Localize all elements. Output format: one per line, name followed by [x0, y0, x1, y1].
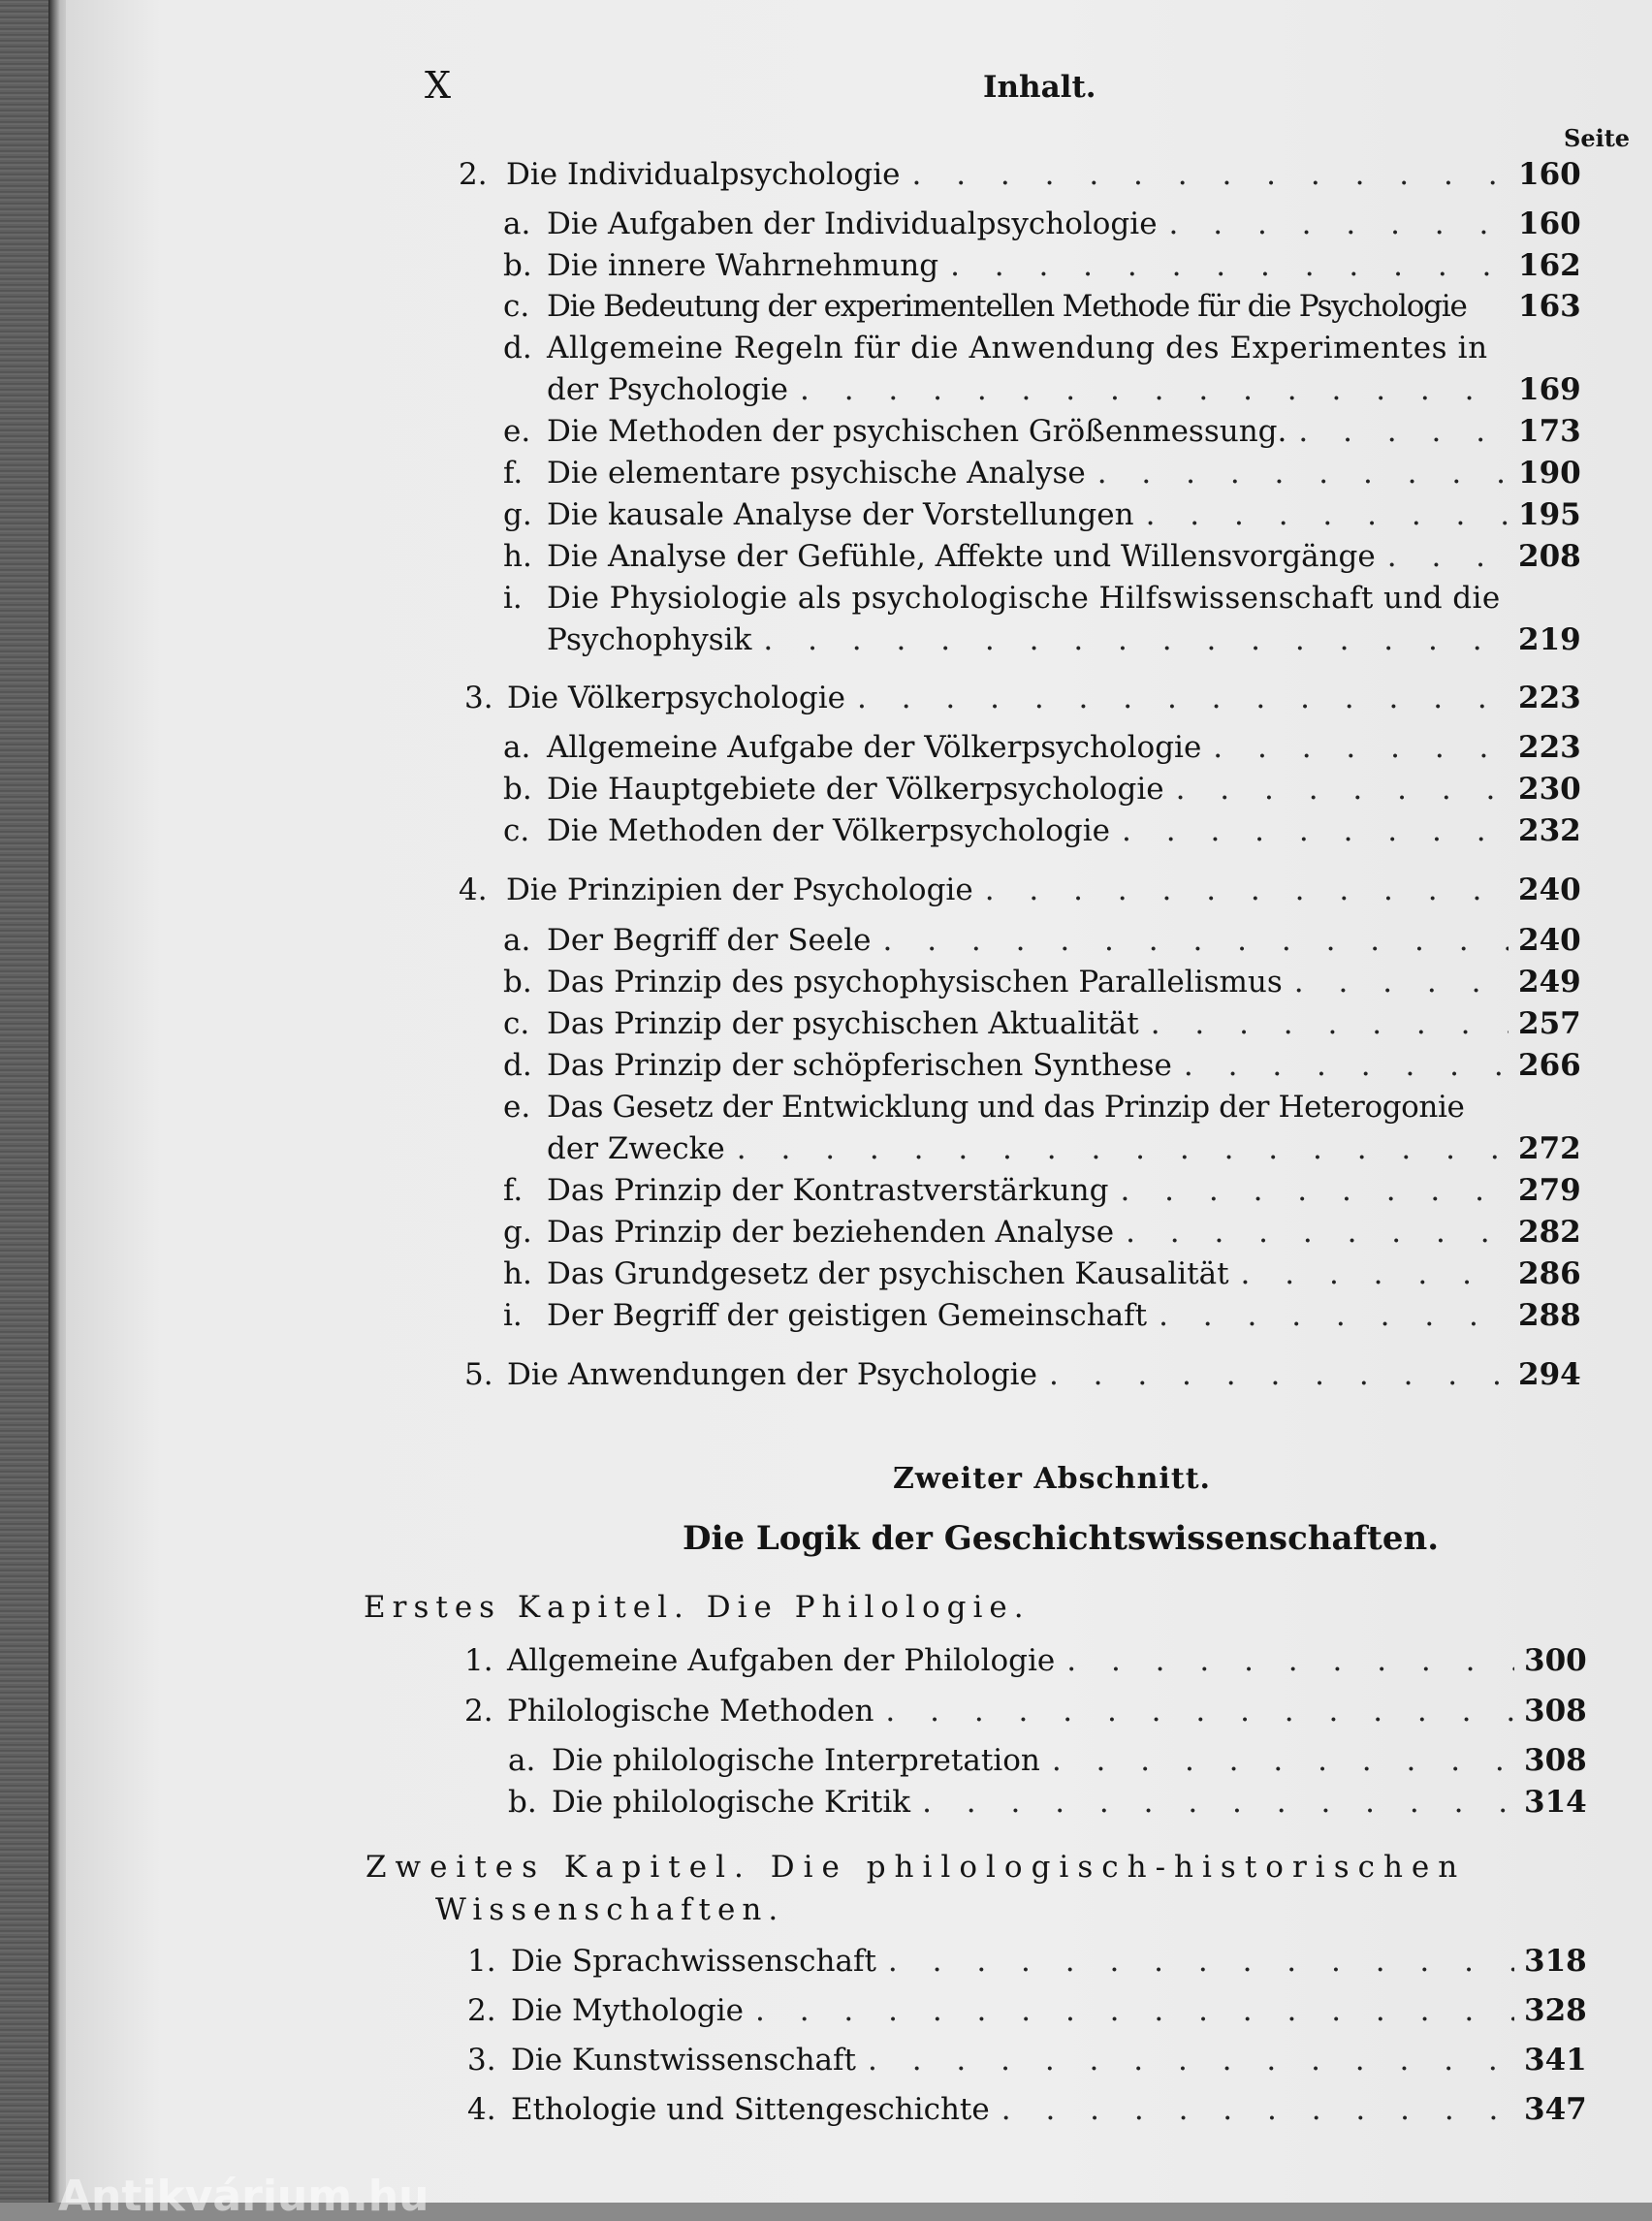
entry-title: Die kausale Analyse der Vorstellungen	[547, 497, 1134, 532]
entry-title: Die Aufgaben der Individualpsychologie	[547, 206, 1158, 241]
entry-title: Die Völkerpsychologie	[507, 681, 845, 715]
entry-page: 288	[1518, 1298, 1581, 1333]
entry-page: 257	[1518, 1006, 1581, 1041]
toc-entry	[503, 963, 1581, 1001]
entry-number: c.	[503, 1006, 530, 1041]
entry-page: 308	[1524, 1743, 1587, 1778]
leader-dots	[755, 1991, 1514, 2030]
entry-page: 163	[1518, 289, 1581, 324]
entry-title: Das Gesetz der Entwicklung und das Prinzip der Heterogonie	[547, 1090, 1465, 1125]
toc-entry	[503, 412, 1581, 451]
entry-number: d.	[503, 331, 532, 365]
entry-title: Die Physiologie als psychologische Hilfswissenschaft und die	[547, 581, 1501, 616]
entry-title: Allgemeine Regeln für die Anwendung des Experimentes in	[547, 331, 1488, 365]
entry-page: 232	[1518, 813, 1581, 848]
entry-page: 230	[1518, 772, 1581, 807]
toc-entry	[503, 329, 1554, 367]
entry-title: Die Anwendungen der Psychologie	[507, 1357, 1037, 1392]
section-heading: Zweiter Abschnitt.	[893, 1462, 1211, 1496]
leader-dots	[1146, 495, 1509, 534]
entry-number: 3.	[464, 681, 493, 715]
leader-dots	[1213, 728, 1509, 767]
entry-page: 195	[1518, 497, 1581, 532]
entry-number: a.	[503, 206, 531, 241]
entry-number: e.	[503, 1090, 531, 1125]
entry-number: 5.	[464, 1357, 493, 1392]
toc-entry-continuation	[547, 1129, 1581, 1168]
toc-entry	[503, 1254, 1581, 1293]
toc-entry	[503, 811, 1581, 850]
entry-page: 160	[1518, 206, 1581, 241]
entry-number: 4.	[459, 873, 488, 907]
leader-dots	[888, 1942, 1514, 1981]
toc-entry	[503, 1213, 1581, 1252]
chapter-heading: Zweites Kapitel. Die philologisch-historischen	[365, 1850, 1467, 1885]
leader-dots	[1184, 1046, 1509, 1085]
leader-dots	[1052, 1741, 1514, 1780]
toc-entry	[503, 454, 1581, 492]
entry-page: 223	[1518, 730, 1581, 765]
entry-title: Allgemeine Aufgaben der Philologie	[507, 1643, 1056, 1678]
entry-title-continuation: Psychophysik	[547, 622, 752, 657]
leader-dots	[985, 871, 1509, 909]
entry-page: 341	[1524, 2043, 1587, 2078]
leader-dots	[800, 370, 1509, 409]
chapter-heading: Erstes Kapitel. Die Philologie.	[364, 1590, 1031, 1625]
entry-number: 3.	[467, 2043, 496, 2078]
toc-entry	[503, 287, 1581, 326]
toc-entry	[503, 921, 1581, 960]
seite-column-label: Seite	[1564, 124, 1631, 152]
entry-page: 219	[1518, 622, 1581, 657]
entry-title: Die Prinzipien der Psychologie	[506, 873, 973, 907]
section-subtitle: Die Logik der Geschichtswissenschaften.	[683, 1519, 1440, 1558]
toc-entry	[503, 495, 1581, 534]
entry-page: 282	[1518, 1215, 1581, 1250]
entry-number: i.	[503, 1298, 523, 1333]
leader-dots	[1126, 1213, 1509, 1252]
entry-title: Das Prinzip der schöpferischen Synthese	[547, 1048, 1172, 1083]
leader-dots	[950, 246, 1509, 285]
entry-page: 162	[1518, 248, 1581, 283]
leader-dots	[1001, 2090, 1514, 2129]
entry-number: b.	[503, 772, 532, 807]
toc-entry	[508, 1741, 1587, 1780]
entry-number: 1.	[464, 1643, 493, 1678]
entry-title: Die Bedeutung der experimentellen Methode für die Psychologie	[547, 289, 1467, 324]
entry-title: Das Prinzip der Kontrastverstärkung	[547, 1173, 1109, 1208]
leader-dots	[1298, 412, 1509, 451]
entry-number: 2.	[464, 1694, 493, 1729]
entry-title: Allgemeine Aufgabe der Völkerpsychologie	[547, 730, 1202, 765]
entry-number: c.	[503, 813, 530, 848]
entry-page: 308	[1524, 1694, 1587, 1729]
entry-title: Der Begriff der geistigen Gemeinschaft	[547, 1298, 1148, 1333]
entry-number: a.	[503, 730, 531, 765]
entry-page: 318	[1524, 1944, 1587, 1979]
leader-dots	[737, 1129, 1509, 1168]
toc-entry	[464, 679, 1581, 717]
leader-dots	[1294, 963, 1509, 1001]
entry-page: 314	[1524, 1785, 1587, 1820]
entry-page: 173	[1518, 414, 1581, 449]
leader-dots	[1066, 1641, 1514, 1680]
toc-entry	[503, 579, 1554, 618]
toc-entry	[503, 770, 1581, 809]
entry-number: c.	[503, 289, 530, 324]
entry-title: Das Grundgesetz der psychischen Kausalität	[547, 1256, 1229, 1291]
toc-entry	[464, 1355, 1581, 1394]
toc-entry	[467, 2090, 1587, 2129]
toc-entry	[459, 155, 1581, 194]
entry-page: 169	[1518, 372, 1581, 407]
entry-number: f.	[503, 1173, 524, 1208]
entry-number: g.	[503, 497, 532, 532]
leader-dots	[912, 155, 1509, 194]
entry-number: b.	[503, 248, 532, 283]
entry-page: 266	[1518, 1048, 1581, 1083]
entry-number: 4.	[467, 2092, 496, 2127]
entry-page: 328	[1524, 1993, 1587, 2028]
toc-entry	[503, 537, 1581, 576]
entry-title: Die Hauptgebiete der Völkerpsychologie	[547, 772, 1164, 807]
entry-page: 300	[1524, 1643, 1587, 1678]
leader-dots	[1159, 1296, 1509, 1335]
entry-title: Die Kunstwissenschaft	[511, 2043, 856, 2078]
entry-title: Die innere Wahrnehmung	[547, 248, 939, 283]
entry-title: Die Mythologie	[511, 1993, 744, 2028]
entry-page: 190	[1518, 456, 1581, 491]
entry-page: 223	[1518, 681, 1581, 715]
toc-entry	[503, 728, 1581, 767]
entry-title: Die philologische Kritik	[552, 1785, 911, 1820]
toc-entry	[503, 1296, 1581, 1335]
toc-entry	[503, 1088, 1554, 1126]
entry-number: g.	[503, 1215, 532, 1250]
leader-dots	[1151, 1004, 1509, 1043]
entry-page: 249	[1518, 965, 1581, 999]
entry-number: 2.	[467, 1993, 496, 2028]
entry-number: f.	[503, 456, 524, 491]
entry-title: Die Methoden der psychischen Größenmessung.	[547, 414, 1287, 449]
toc-entry	[467, 1991, 1587, 2030]
entry-title: Der Begriff der Seele	[547, 923, 872, 958]
entry-page: 279	[1518, 1173, 1581, 1208]
entry-number: d.	[503, 1048, 532, 1083]
entry-number: a.	[503, 923, 531, 958]
entry-number: h.	[503, 539, 532, 574]
entry-number: h.	[503, 1256, 532, 1291]
entry-page: 347	[1524, 2092, 1587, 2127]
entry-title: Die Individualpsychologie	[506, 157, 901, 192]
toc-entry	[503, 1171, 1581, 1210]
entry-title: Philologische Methoden	[507, 1694, 874, 1729]
entry-number: 1.	[467, 1944, 496, 1979]
running-head: Inhalt.	[983, 70, 1096, 105]
entry-title: Das Prinzip der beziehenden Analyse	[547, 1215, 1115, 1250]
leader-dots	[763, 620, 1509, 659]
page-folio: X	[425, 64, 453, 107]
entry-title: Die philologische Interpretation	[552, 1743, 1040, 1778]
leader-dots	[1097, 454, 1509, 492]
entry-number: i.	[503, 581, 523, 616]
toc-entry	[503, 246, 1581, 285]
entry-number: e.	[503, 414, 531, 449]
entry-page: 160	[1518, 157, 1581, 192]
book-page	[66, 0, 1652, 2203]
toc-entry	[503, 1046, 1581, 1085]
entry-page: 294	[1518, 1357, 1581, 1392]
leader-dots	[857, 679, 1509, 717]
entry-title: Die Methoden der Völkerpsychologie	[547, 813, 1111, 848]
toc-entry	[467, 1942, 1587, 1981]
toc-entry	[503, 205, 1581, 243]
leader-dots	[868, 2041, 1514, 2079]
entry-page: 240	[1518, 873, 1581, 907]
entry-title: Die elementare psychische Analyse	[547, 456, 1086, 491]
toc-entry-continuation	[547, 370, 1581, 409]
entry-number: b.	[503, 965, 532, 999]
leader-dots	[1122, 811, 1509, 850]
leader-dots	[1120, 1171, 1509, 1210]
book-binding	[0, 0, 48, 2203]
leader-dots	[885, 1692, 1514, 1730]
leader-dots	[1169, 205, 1509, 243]
entry-title: Das Prinzip des psychophysischen Parallelismus	[547, 965, 1283, 999]
leader-dots	[883, 921, 1509, 960]
leader-dots	[1176, 770, 1509, 809]
toc-entry-continuation	[547, 620, 1581, 659]
toc-entry	[508, 1783, 1587, 1822]
entry-page: 286	[1518, 1256, 1581, 1291]
toc-entry	[464, 1692, 1587, 1730]
entry-title: Die Sprachwissenschaft	[511, 1944, 876, 1979]
watermark: Antikvárium.hu	[58, 2172, 429, 2221]
chapter-heading-continuation: Wissenschaften.	[435, 1892, 785, 1927]
toc-entry	[464, 1641, 1587, 1680]
leader-dots	[1241, 1254, 1509, 1293]
entry-page: 272	[1518, 1131, 1581, 1166]
leader-dots	[1387, 537, 1509, 576]
entry-number: b.	[508, 1785, 537, 1820]
entry-title: Das Prinzip der psychischen Aktualität	[547, 1006, 1139, 1041]
entry-page: 240	[1518, 923, 1581, 958]
leader-dots	[1049, 1355, 1509, 1394]
entry-number: 2.	[459, 157, 488, 192]
toc-entry	[467, 2041, 1587, 2079]
toc-entry	[459, 871, 1581, 909]
entry-number: a.	[508, 1743, 536, 1778]
entry-page: 208	[1518, 539, 1581, 574]
leader-dots	[922, 1783, 1514, 1822]
entry-title: Ethologie und Sittengeschichte	[511, 2092, 990, 2127]
entry-title-continuation: der Zwecke	[547, 1131, 725, 1166]
toc-entry	[503, 1004, 1581, 1043]
entry-title-continuation: der Psychologie	[547, 372, 788, 407]
entry-title: Die Analyse der Gefühle, Affekte und Willensvorgänge	[547, 539, 1376, 574]
